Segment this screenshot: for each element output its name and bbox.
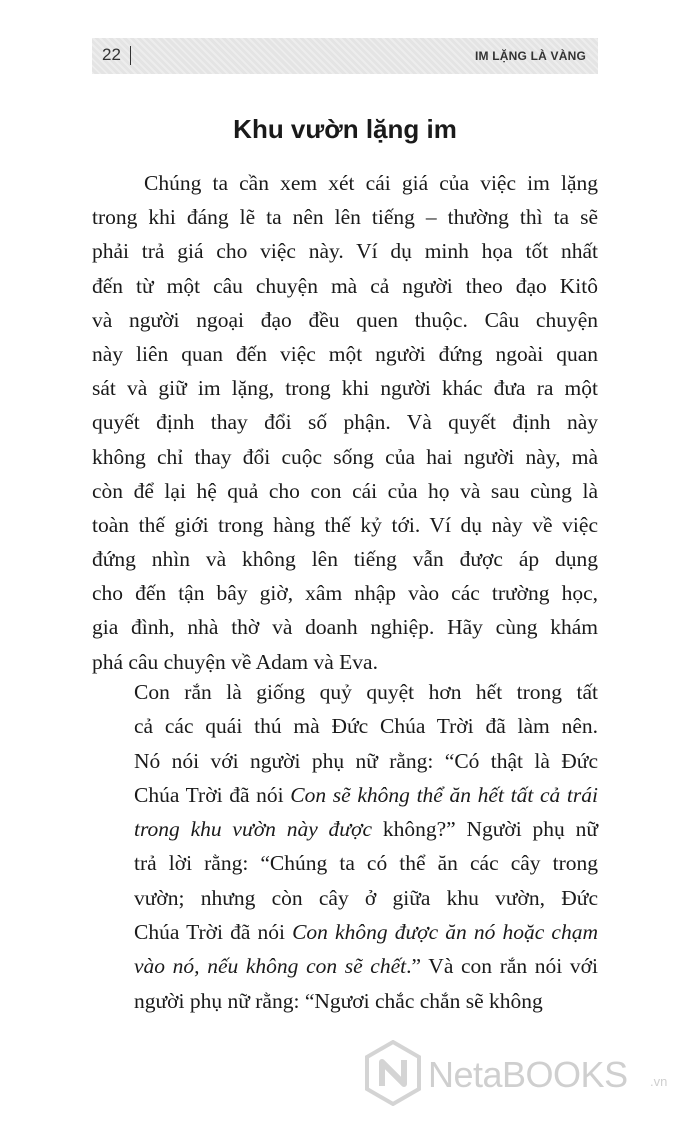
paragraph-line: toàn thế giới trong hàng thế kỷ tới. Ví dụ này về việc bbox=[92, 512, 598, 537]
paragraph-line: phá câu chuyện về Adam và Eva. bbox=[92, 649, 378, 674]
body-paragraph bbox=[92, 166, 598, 679]
paragraph-line: cho đến tận bây giờ, xâm nhập vào các trường học, bbox=[92, 581, 598, 606]
paragraph-line: đứng nhìn và không lên tiếng vẫn được áp dụng bbox=[92, 547, 598, 572]
quote-line: Con rắn là giống quỷ quyệt hơn hết trong tất bbox=[134, 680, 598, 704]
quote-line: vườn; nhưng còn cây ở giữa khu vườn, Đức bbox=[134, 885, 598, 910]
quote-line bbox=[134, 812, 598, 846]
paragraph-line: này liên quan đến việc một người đứng ngoài quan bbox=[92, 341, 598, 366]
running-header bbox=[92, 38, 598, 74]
paragraph-line: trong khi đáng lẽ ta nên lên tiếng – thường thì ta sẽ bbox=[92, 205, 598, 230]
running-title: IM LẶNG LÀ VÀNG bbox=[475, 49, 586, 63]
header-divider bbox=[130, 46, 131, 65]
quote-text: không?” Người phụ nữ bbox=[372, 817, 598, 842]
quote-line bbox=[134, 778, 598, 812]
paragraph-line: Chúng ta cần xem xét cái giá của việc im lặng bbox=[144, 171, 598, 195]
paragraph-line: gia đình, nhà thờ và doanh nghiệp. Hãy cùng khám bbox=[92, 615, 598, 640]
quote-line: Nó nói với người phụ nữ rằng: “Có thật là Đức bbox=[134, 748, 598, 773]
paragraph-line: sát và giữ im lặng, trong khi người khác đưa ra một bbox=[92, 376, 598, 401]
quote-italic-text: Con sẽ không thể ăn hết tất cả trái bbox=[290, 782, 598, 807]
quote-line bbox=[134, 915, 598, 949]
page-number: 22 bbox=[102, 45, 121, 64]
watermark-suffix: .vn bbox=[650, 1074, 668, 1089]
netabooks-logo-icon bbox=[364, 1040, 422, 1106]
quote-text: .” Và con rắn nói với bbox=[406, 954, 598, 979]
quote-line bbox=[134, 949, 598, 983]
quote-line: cả các quái thú mà Đức Chúa Trời đã làm nên. bbox=[134, 714, 598, 739]
paragraph-line: không chỉ thay đổi cuộc sống của hai người này, mà bbox=[92, 444, 598, 469]
paragraph-line: đến từ một câu chuyện mà cả người theo đạo Kitô bbox=[92, 273, 598, 298]
quote-text: Chúa Trời đã nói bbox=[134, 782, 291, 807]
scripture-quote bbox=[134, 675, 598, 1018]
paragraph-line: và người ngoại đạo đều quen thuộc. Câu chuyện bbox=[92, 307, 598, 332]
quote-line: trả lời rằng: “Chúng ta có thể ăn các cây trong bbox=[134, 851, 598, 876]
chapter-title: Khu vườn lặng im bbox=[233, 114, 457, 144]
netabooks-watermark bbox=[364, 1040, 694, 1110]
paragraph-line: còn để lại hệ quả cho con cái của họ và sau cùng là bbox=[92, 478, 598, 503]
quote-italic-text: Con không được ăn nó hoặc chạm bbox=[292, 920, 598, 945]
watermark-brand: NetaBOOKS bbox=[428, 1054, 628, 1095]
quote-text: Chúa Trời đã nói bbox=[134, 920, 293, 945]
quote-italic-text: vào nó, nếu không con sẽ chết bbox=[134, 954, 407, 979]
paragraph-line: phải trả giá cho việc này. Ví dụ minh họa tốt nhất bbox=[92, 239, 598, 264]
quote-line: người phụ nữ rằng: “Ngươi chắc chắn sẽ không bbox=[134, 988, 543, 1013]
paragraph-line: quyết định thay đổi số phận. Và quyết định này bbox=[92, 410, 598, 435]
quote-italic-text: trong khu vườn này được bbox=[134, 817, 373, 842]
